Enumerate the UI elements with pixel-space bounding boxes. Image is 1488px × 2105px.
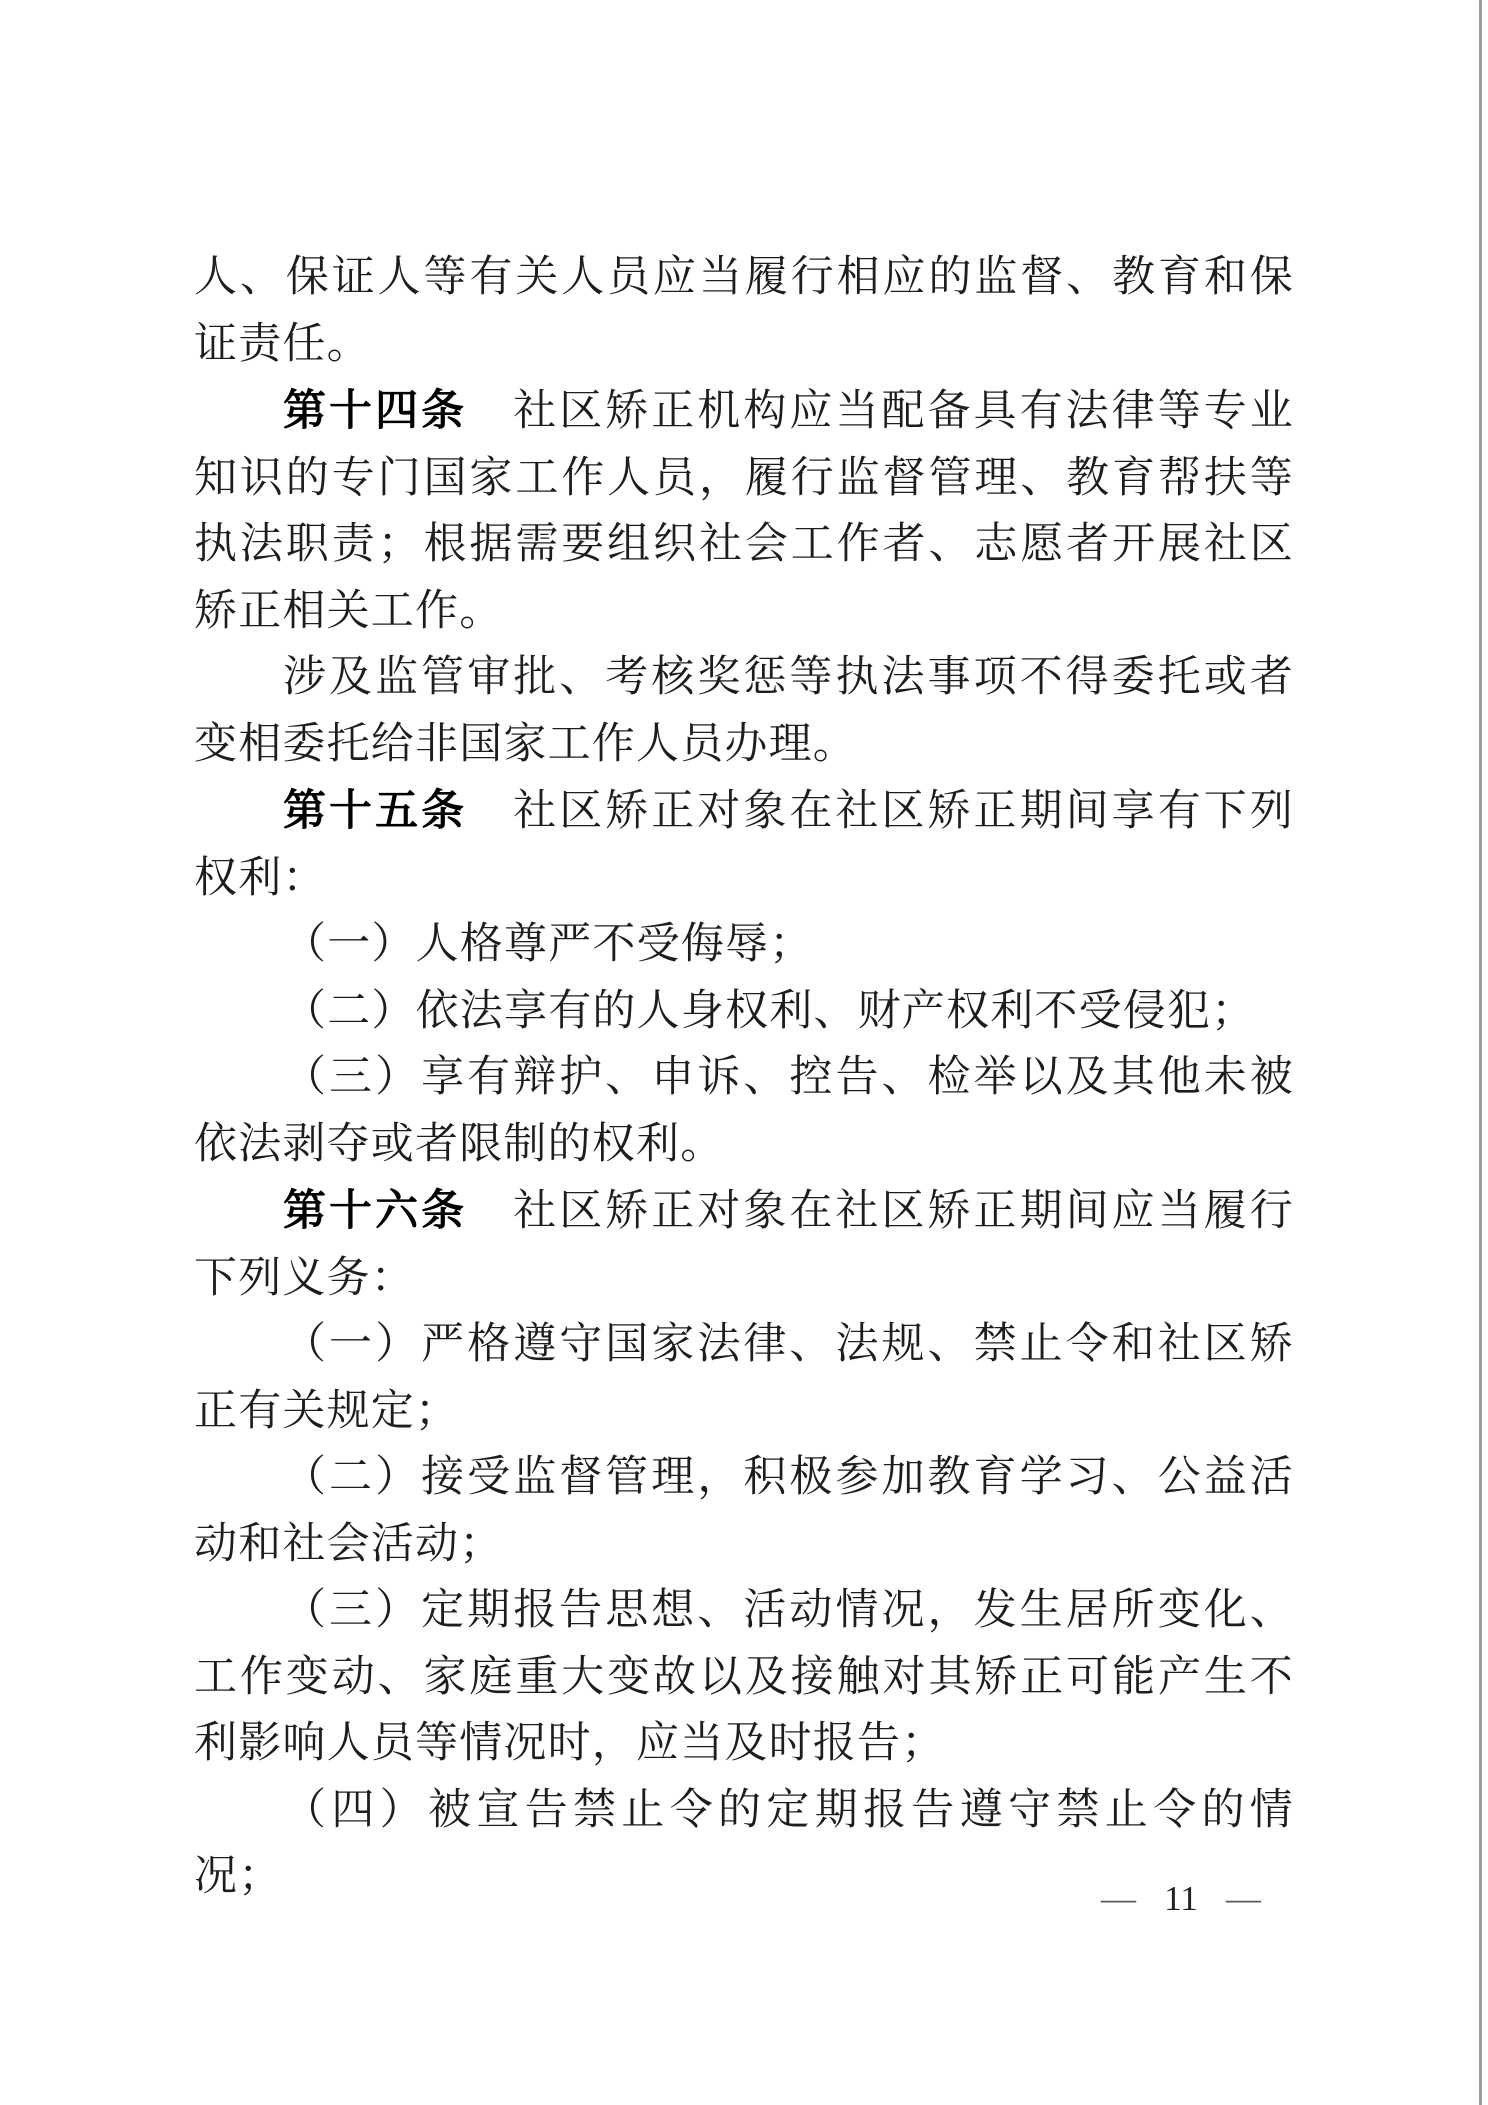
paragraph-text: （三）享有辩护、申诉、控告、检举以及其他未被依法剥夺或者限制的权利。 — [194, 1054, 1294, 1168]
page-number: 11 — [1164, 1879, 1198, 1918]
list-item-paragraph — [194, 1445, 1294, 1578]
footer-dash-right: — — [1225, 1879, 1261, 1918]
list-item-paragraph — [194, 912, 1294, 979]
article-14-paragraph — [194, 378, 1294, 645]
article-number: 第十六条 — [283, 1187, 468, 1235]
footer-dash-left: — — [1101, 1879, 1136, 1918]
paragraph-text: 社区矫正对象在社区矫正期间应当履行下列义务： — [194, 1188, 1294, 1302]
paragraph-text: （一）严格遵守国家法律、法规、禁止令和社区矫正有关规定； — [194, 1321, 1294, 1435]
page-footer — [1101, 1876, 1261, 1922]
paragraph-text: 人、保证人等有关人员应当履行相应的监督、教育和保证责任。 — [194, 254, 1294, 368]
list-item-paragraph — [194, 1312, 1294, 1445]
paragraph-text: 社区矫正对象在社区矫正期间享有下列权利： — [194, 788, 1294, 902]
paragraph-text: 社区矫正机构应当配备具有法律等专业知识的专门国家工作人员，履行监督管理、教育帮扶等执法职责；根据需要组织社会工作者、志愿者开展社区矫正相关工作。 — [194, 388, 1294, 635]
paragraph-text: （三）定期报告思想、活动情况，发生居所变化、工作变动、家庭重大变故以及接触对其矫正可能产生不利影响人员等情况时，应当及时报告； — [194, 1587, 1294, 1767]
article-number: 第十五条 — [283, 787, 468, 835]
list-item-paragraph — [194, 979, 1294, 1046]
paragraph-text: （一）人格尊严不受侮辱； — [283, 921, 814, 968]
paragraph-text: （四）被宣告禁止令的定期报告遵守禁止令的情况； — [194, 1786, 1294, 1900]
list-item-paragraph — [194, 1578, 1294, 1778]
scan-page-edge-line — [1479, 0, 1482, 2105]
document-body — [194, 245, 1294, 1911]
paragraph — [194, 645, 1294, 778]
paragraph-text: （二）接受监督管理，积极参加教育学习、公益活动和社会活动； — [194, 1454, 1294, 1568]
paragraph-continuation — [194, 245, 1294, 378]
paragraph-text: （二）依法享有的人身权利、财产权利不受侵犯； — [283, 987, 1256, 1035]
paragraph-text: 涉及监管审批、考核奖惩等执法事项不得委托或者变相委托给非国家工作人员办理。 — [194, 654, 1294, 768]
article-15-paragraph — [194, 778, 1294, 912]
article-16-paragraph — [194, 1178, 1294, 1312]
list-item-paragraph — [194, 1045, 1294, 1178]
article-number: 第十四条 — [283, 387, 468, 435]
